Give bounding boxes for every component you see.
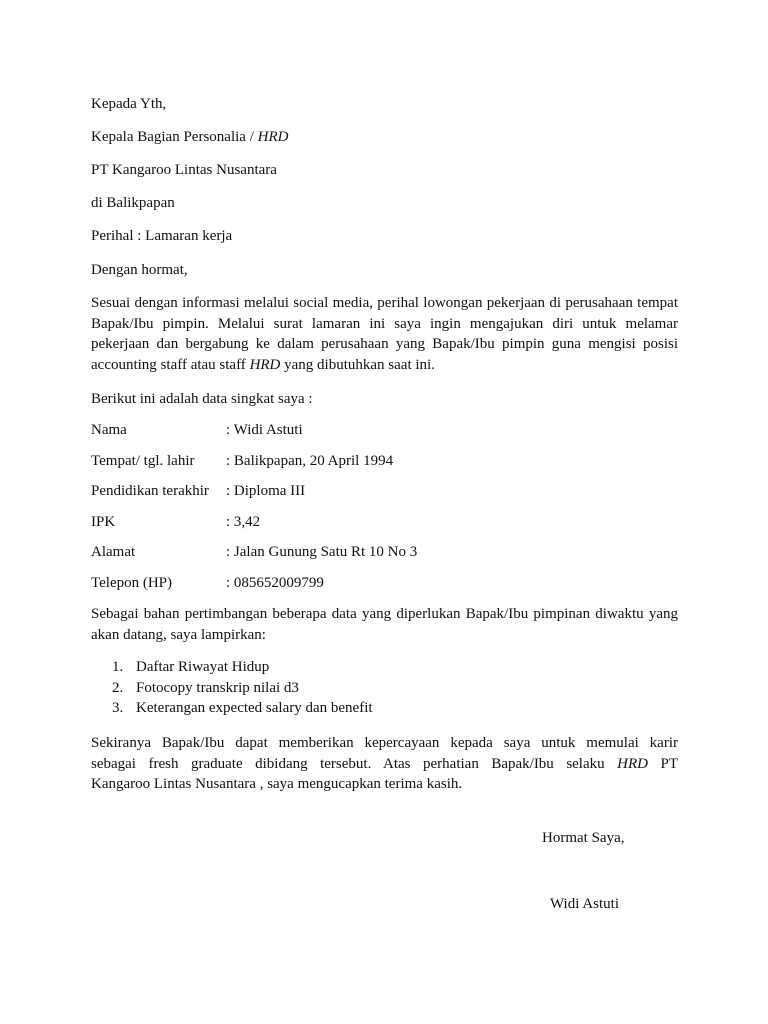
data-row-education bbox=[91, 481, 305, 501]
intro-line bbox=[91, 355, 678, 376]
list-text: Daftar Riwayat Hidup bbox=[136, 659, 270, 675]
intro-line4-hrd: HRD bbox=[249, 356, 281, 373]
attachment-list bbox=[112, 657, 373, 719]
list-number: 2. bbox=[112, 679, 124, 696]
attachment-intro-paragraph bbox=[91, 604, 678, 645]
intro-line4-suffix: yang dibutuhkan saat ini. bbox=[280, 356, 435, 373]
recipient-title bbox=[91, 127, 288, 147]
signoff: Hormat Saya, bbox=[542, 830, 625, 846]
list-item bbox=[112, 657, 373, 678]
intro-line4-prefix: accounting staff atau staff bbox=[91, 356, 250, 373]
data-row-gpa bbox=[91, 512, 260, 532]
data-row-birth bbox=[91, 451, 393, 471]
data-intro: Berikut ini adalah data singkat saya : bbox=[91, 391, 313, 407]
signer-name: Widi Astuti bbox=[550, 896, 619, 912]
data-label: Pendidikan terakhir bbox=[91, 483, 209, 499]
closing-line2-prefix: sebagai fresh graduate dibidang tersebut. Atas perhatian Bapak/Ibu selaku bbox=[91, 755, 618, 772]
closing-line2-hrd: HRD bbox=[617, 755, 648, 772]
list-text: Keterangan expected salary dan benefit bbox=[136, 700, 373, 716]
list-text: Fotocopy transkrip nilai d3 bbox=[136, 679, 299, 696]
attachment-intro-line: Sebagai bahan pertimbangan beberapa data yang diperlukan Bapak/Ibu pimpinan diwaktu yang bbox=[91, 606, 678, 622]
recipient-company: PT Kangaroo Lintas Nusantara bbox=[91, 162, 277, 178]
subject-line: Perihal : Lamaran kerja bbox=[91, 228, 233, 244]
salutation: Kepada Yth, bbox=[91, 96, 167, 112]
list-item bbox=[112, 698, 373, 719]
closing-line2-suffix: PT bbox=[647, 755, 678, 772]
closing-line bbox=[91, 754, 678, 775]
intro-paragraph bbox=[91, 293, 678, 375]
recipient-location: di Balikpapan bbox=[91, 195, 175, 211]
closing-paragraph bbox=[91, 733, 678, 795]
recipient-title-text: Kepala Bagian Personalia / bbox=[91, 129, 258, 145]
data-value: : 085652009799 bbox=[226, 575, 324, 591]
data-row-phone bbox=[91, 573, 324, 593]
data-label: Nama bbox=[91, 422, 127, 438]
data-label: Tempat/ tgl. lahir bbox=[91, 453, 195, 469]
recipient-title-hrd: HRD bbox=[257, 129, 289, 145]
data-value: : Diploma III bbox=[226, 483, 306, 499]
data-row-address bbox=[91, 542, 417, 562]
greeting: Dengan hormat, bbox=[91, 262, 188, 278]
data-label: Alamat bbox=[91, 544, 136, 560]
intro-line: Sesuai dengan informasi melalui social media, perihal lowongan pekerjaan di perusahaan tempat bbox=[91, 295, 678, 311]
data-label: Telepon (HP) bbox=[91, 575, 173, 591]
data-value: : 3,42 bbox=[226, 514, 261, 530]
attachment-intro-line: akan datang, saya lampirkan: bbox=[91, 626, 266, 643]
list-number: 3. bbox=[112, 700, 124, 716]
list-item bbox=[112, 678, 373, 699]
data-label: IPK bbox=[91, 514, 116, 530]
intro-line: Bapak/Ibu pimpin. Melalui surat lamaran ini saya ingin mengajukan diri untuk melamar bbox=[91, 315, 678, 332]
list-number: 1. bbox=[112, 659, 124, 675]
closing-line: Sekiranya Bapak/Ibu dapat memberikan kepercayaan kepada saya untuk memulai karir bbox=[91, 735, 678, 751]
data-row-name bbox=[91, 420, 303, 440]
intro-line: pekerjaan dan bergabung ke dalam perusahaan yang Bapak/Ibu pimpin guna mengisi posisi bbox=[91, 336, 678, 352]
data-value: : Jalan Gunung Satu Rt 10 No 3 bbox=[226, 544, 418, 560]
closing-line: Kangaroo Lintas Nusantara , saya mengucapkan terima kasih. bbox=[91, 776, 463, 792]
data-value: : Balikpapan, 20 April 1994 bbox=[226, 453, 394, 469]
data-value: : Widi Astuti bbox=[226, 422, 303, 438]
